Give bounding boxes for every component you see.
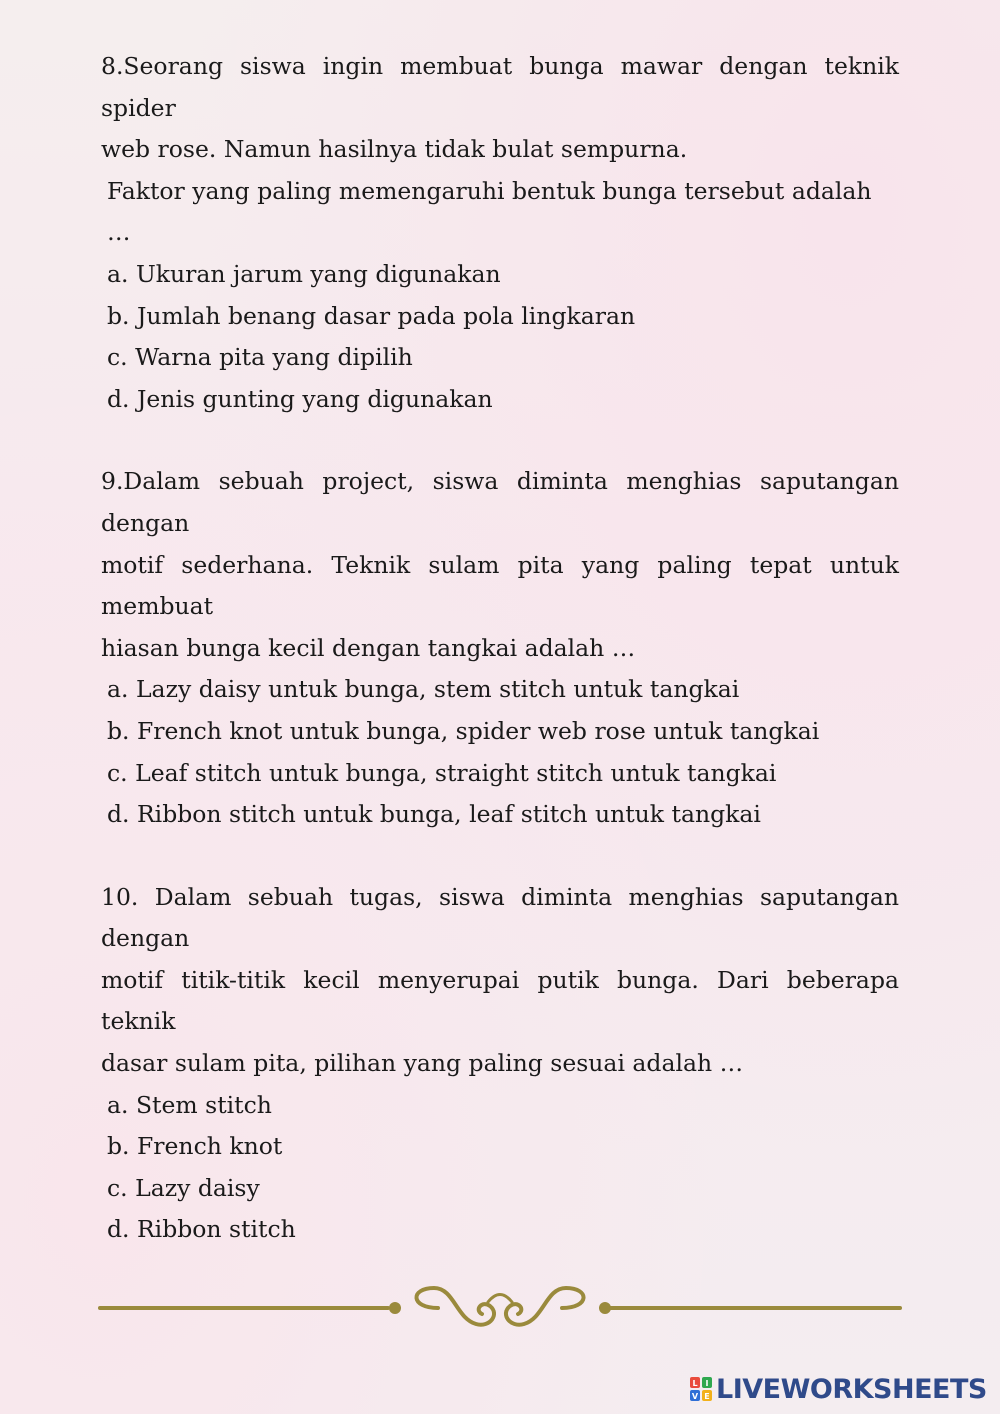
answer-option-a[interactable]: a. Ukuran jarum yang digunakan [107, 259, 501, 288]
answer-options [101, 669, 899, 835]
worksheet-content [101, 46, 899, 1292]
question-stem-line: web rose. Namun hasilnya tidak bulat sempurna. [101, 135, 688, 164]
question-stem-line: 9.Dalam sebuah project, siswa diminta menghias saputangan dengan [101, 467, 899, 537]
question-stem-line: hiasan bunga kecil dengan tangkai adalah … [101, 633, 636, 662]
answer-option-d[interactable]: d. Ribbon stitch untuk bunga, leaf stitch untuk tangkai [107, 800, 761, 829]
answer-option-c[interactable]: c. Warna pita yang dipilih [107, 343, 413, 372]
question-10 [101, 877, 899, 1251]
question-stem-line: dasar sulam pita, pilihan yang paling sesuai adalah … [101, 1049, 744, 1078]
question-stem [101, 877, 899, 1085]
answer-option-b[interactable]: b. French knot [107, 1132, 283, 1161]
answer-option-b[interactable]: b. Jumlah benang dasar pada pola lingkaran [107, 301, 636, 330]
scroll-ornament-icon [506, 1288, 584, 1325]
question-9 [101, 461, 899, 835]
answer-option-d[interactable]: d. Jenis gunting yang digunakan [107, 384, 493, 413]
answer-options [101, 1085, 899, 1251]
logo-letter-i: I [705, 1379, 709, 1388]
question-stem-line: 10. Dalam sebuah tugas, siswa diminta menghias saputangan dengan [101, 882, 899, 953]
answer-option-c[interactable]: c. Leaf stitch untuk bunga, straight stitch untuk tangkai [107, 758, 777, 787]
divider-dot-left [389, 1302, 401, 1314]
liveworksheets-brand [690, 1372, 987, 1406]
answer-option-c[interactable]: c. Lazy daisy [107, 1173, 260, 1202]
question-stem-line: 8.Seorang siswa ingin membuat bunga mawar dengan teknik spider [101, 52, 899, 122]
divider-dot-right [599, 1302, 611, 1314]
question-stem-line: motif titik-titik kecil menyerupai putik bunga. Dari beberapa teknik [101, 965, 899, 1036]
liveworksheets-logo-icon [690, 1377, 712, 1401]
answer-option-a[interactable]: a. Lazy daisy untuk bunga, stem stitch untuk tangkai [107, 675, 740, 704]
brand-name: LIVEWORKSHEETS [716, 1373, 987, 1405]
answer-options [101, 254, 899, 420]
question-stem [101, 461, 899, 669]
answer-option-b[interactable]: b. French knot untuk bunga, spider web rose untuk tangkai [107, 716, 820, 745]
logo-letter-v: V [691, 1392, 699, 1401]
answer-option-d[interactable]: d. Ribbon stitch [107, 1215, 296, 1244]
question-8 [101, 46, 899, 420]
question-stem-line: motif sederhana. Teknik sulam pita yang paling tepat untuk membuat [101, 550, 899, 621]
answer-option-a[interactable]: a. Stem stitch [107, 1090, 272, 1119]
question-stem [101, 46, 899, 254]
question-prompt: Faktor yang paling memengaruhi bentuk bunga tersebut adalah … [107, 176, 872, 247]
logo-letter-l: L [692, 1379, 698, 1388]
decorative-divider [98, 1284, 902, 1332]
scroll-ornament-icon [416, 1288, 494, 1325]
logo-letter-e: E [704, 1392, 710, 1401]
